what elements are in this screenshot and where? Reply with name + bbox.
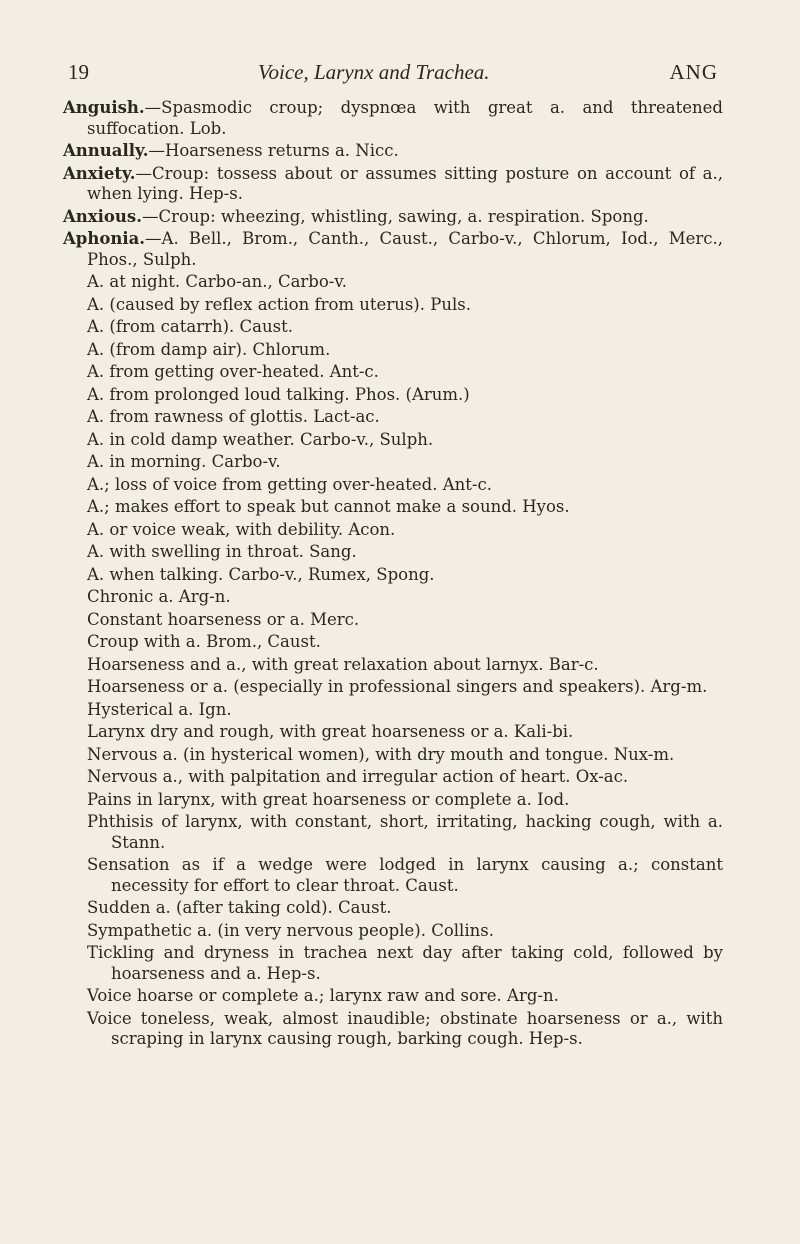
- rubric-text: A. (from catarrh). Caust.: [87, 317, 293, 336]
- rubric-text: Chronic a. Arg-n.: [87, 587, 231, 606]
- sub-rubric: [63, 475, 723, 496]
- rubric-text: A. with swelling in throat. Sang.: [87, 542, 357, 561]
- sub-rubric: [63, 565, 723, 586]
- rubric-text: Nervous a., with palpitation and irregular action of heart. Ox-ac.: [87, 767, 629, 786]
- rubric-text: Nervous a. (in hysterical women), with dry mouth and tongue. Nux-m.: [87, 744, 675, 764]
- rubric-text: A. in morning. Carbo-v.: [87, 452, 281, 471]
- rubric-text: A. when talking. Carbo-v., Rumex, Spong.: [87, 564, 435, 584]
- sub-rubric: [63, 520, 723, 541]
- rubric-text: —Croup: wheezing, whistling, sawing, a. respiration. Spong.: [141, 206, 649, 226]
- rubric-heading: Annually.: [63, 141, 149, 160]
- sub-rubric: [63, 790, 723, 811]
- rubric-text: A. from rawness of glottis. Lact-ac.: [87, 407, 380, 426]
- sub-rubric: [63, 700, 723, 721]
- rubric-text: A.; loss of voice from getting over-heated. Ant-c.: [87, 474, 492, 494]
- sub-rubric: [63, 542, 723, 563]
- rubric-entry: [63, 229, 723, 270]
- rubric-text: Sympathetic a. (in very nervous people). Collins.: [87, 920, 494, 940]
- rubric-text: Constant hoarseness or a. Merc.: [87, 609, 360, 629]
- sub-rubric: [63, 407, 723, 428]
- sub-rubric: [63, 745, 723, 766]
- rubric-heading: Anxiety.: [63, 163, 136, 183]
- section-title: Voice, Larynx and Trachea.: [258, 60, 490, 84]
- rubric-heading: Anguish.: [63, 98, 145, 117]
- sub-rubric: [63, 767, 723, 788]
- guide-word: ANG: [669, 60, 718, 84]
- rubric-text: —Croup: tossess about or assumes sitting posture on account of a., when lying. Hep-s.: [87, 163, 723, 203]
- sub-rubric: [63, 587, 723, 608]
- sub-rubric: [63, 898, 723, 919]
- rubric-text: Phthisis of larynx, with constant, short, irritating, hacking cough, with a. Stann.: [87, 812, 723, 852]
- sub-rubric: [63, 943, 723, 984]
- sub-rubric: [63, 655, 723, 676]
- sub-rubric: [63, 317, 723, 338]
- running-header: [68, 60, 718, 90]
- rubric-text: Pains in larynx, with great hoarseness or complete a. Iod.: [87, 789, 570, 809]
- sub-rubric: [63, 385, 723, 406]
- sub-rubric: [63, 362, 723, 383]
- rubric-text: Hoarseness or a. (especially in professional singers and speakers). Arg-m.: [87, 677, 708, 696]
- rubric-text: Voice hoarse or complete a.; larynx raw and sore. Arg-n.: [87, 986, 559, 1005]
- sub-rubric: [63, 677, 723, 698]
- rubric-text: A. at night. Carbo-an., Carbo-v.: [87, 272, 347, 291]
- rubric-list: [63, 98, 723, 1052]
- rubric-text: —A. Bell., Brom., Canth., Caust., Carbo-v., Chlorum, Iod., Merc., Phos., Sulph.: [87, 229, 723, 269]
- sub-rubric: [63, 986, 723, 1007]
- rubric-text: A. from getting over-heated. Ant-c.: [87, 362, 379, 381]
- sub-rubric: [63, 812, 723, 853]
- sub-rubric: [63, 1009, 723, 1050]
- sub-rubric: [63, 452, 723, 473]
- rubric-text: Hoarseness and a., with great relaxation about larnyx. Bar-c.: [87, 654, 599, 674]
- rubric-text: Sensation as if a wedge were lodged in larynx causing a.; constant necessity for effort to clear throat. Caust.: [87, 855, 723, 895]
- rubric-text: —Spasmodic croup; dyspnœa with great a. and threatened suffocation. Lob.: [87, 98, 723, 138]
- rubric-text: A. (caused by reflex action from uterus). Puls.: [87, 294, 471, 314]
- rubric-text: Tickling and dryness in trachea next day after taking cold, followed by hoarseness and a. Hep-s.: [87, 943, 723, 983]
- rubric-entry: [63, 164, 723, 205]
- rubric-text: A. or voice weak, with debility. Acon.: [87, 519, 396, 539]
- sub-rubric: [63, 430, 723, 451]
- rubric-text: A. (from damp air). Chlorum.: [87, 339, 331, 359]
- sub-rubric: [63, 921, 723, 942]
- sub-rubric: [63, 722, 723, 743]
- sub-rubric: [63, 497, 723, 518]
- rubric-heading: Aphonia.: [63, 229, 146, 248]
- sub-rubric: [63, 632, 723, 653]
- rubric-text: Croup with a. Brom., Caust.: [87, 632, 321, 651]
- sub-rubric: [63, 295, 723, 316]
- sub-rubric: [63, 272, 723, 293]
- rubric-text: A. from prolonged loud talking. Phos. (Arum.): [87, 384, 470, 404]
- rubric-text: Hysterical a. Ign.: [87, 699, 232, 719]
- rubric-entry: [63, 98, 723, 139]
- rubric-text: A. in cold damp weather. Carbo-v., Sulph.: [87, 429, 434, 449]
- rubric-text: —Hoarseness returns a. Nicc.: [148, 141, 399, 160]
- rubric-text: Sudden a. (after taking cold). Caust.: [87, 898, 392, 917]
- sub-rubric: [63, 340, 723, 361]
- rubric-text: Larynx dry and rough, with great hoarseness or a. Kali-bi.: [87, 722, 574, 741]
- sub-rubric: [63, 855, 723, 896]
- rubric-heading: Anxious.: [63, 206, 142, 226]
- page-number: 19: [68, 60, 89, 84]
- rubric-entry: [63, 141, 723, 162]
- sub-rubric: [63, 610, 723, 631]
- rubric-text: Voice toneless, weak, almost inaudible; obstinate hoarseness or a., with scraping in larynx causing rough, barking cough. Hep-s.: [87, 1008, 723, 1048]
- rubric-text: A.; makes effort to speak but cannot make a sound. Hyos.: [87, 497, 570, 516]
- rubric-entry: [63, 207, 723, 228]
